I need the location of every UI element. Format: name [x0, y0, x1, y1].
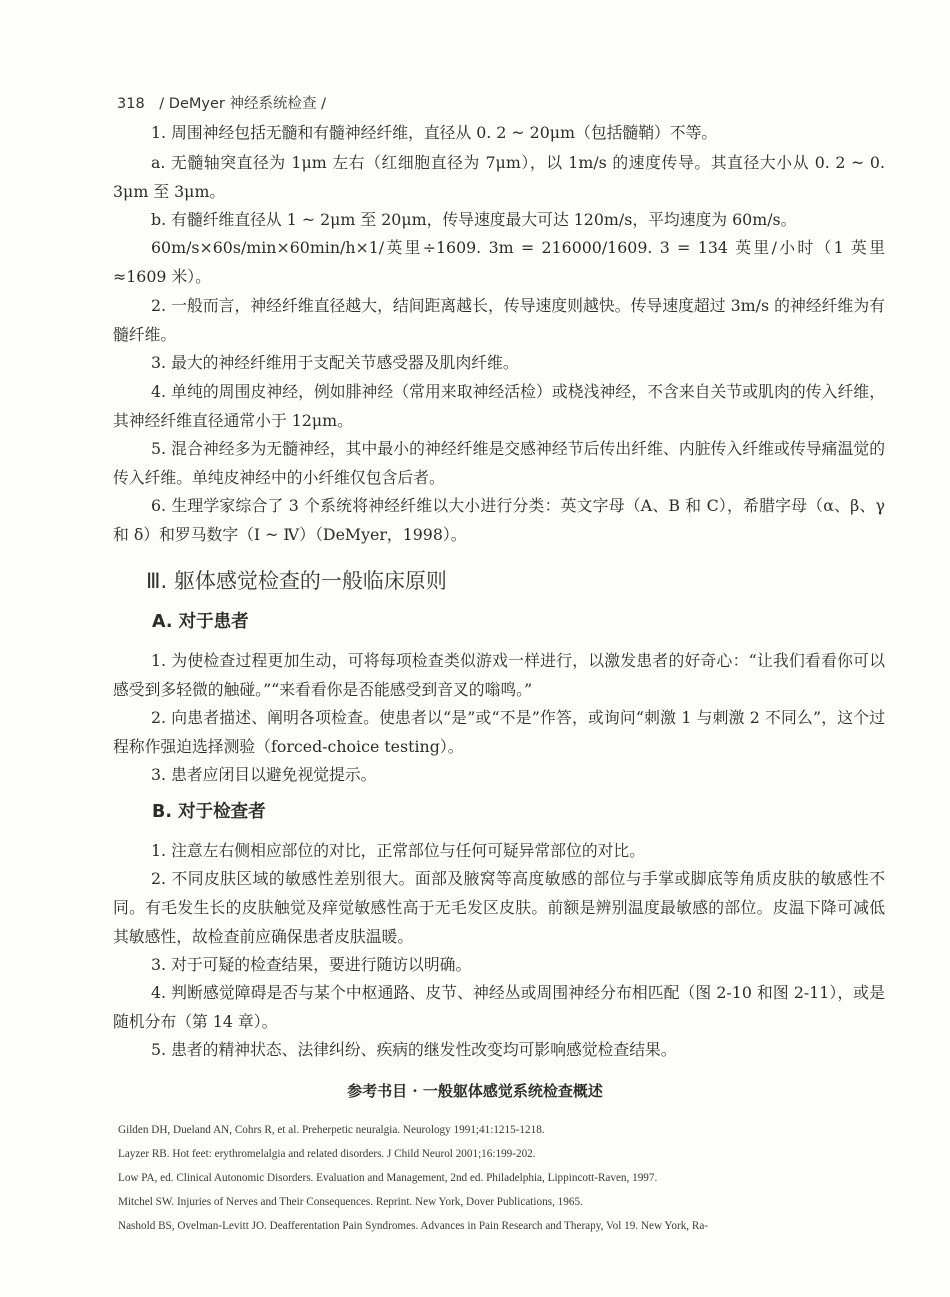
- paragraph-2: 2. 一般而言，神经纤维直径越大，结间距离越长，传导速度则越快。传导速度超过 3m/s 的神经纤维为有髓纤维。: [113, 296, 885, 344]
- patient-paragraph-1: 1. 为使检查过程更加生动，可将每项检查类似游戏一样进行，以激发患者的好奇心：“让我们看看你可以感受到多轻微的触碰。”“来看看你是否能感受到音叉的嗡鸣。”: [113, 651, 885, 699]
- examiner-paragraph-4: 4. 判断感觉障碍是否与某个中枢通路、皮节、神经丛或周围神经分布相匹配（图 2-10 和图 2-11），或是随机分布（第 14 章）。: [113, 983, 885, 1031]
- paragraph-5: 5. 混合神经多为无髓神经，其中最小的神经纤维是交感神经节后传出纤维、内脏传入纤维或传导痛温觉的传入纤维。单纯皮神经中的小纤维仅包含后者。: [113, 439, 885, 487]
- examiner-paragraph-2: 2. 不同皮肤区域的敏感性差别很大。面部及腋窝等高度敏感的部位与手掌或脚底等角质皮肤的敏感性不同。有毛发生长的皮肤触觉及痒觉敏感性高于无毛发区皮肤。前额是辨别温度最敏感的部位。皮温下降可减低其敏感性，故检查前应确保患者皮肤温暖。: [113, 869, 885, 946]
- reference-item: Mitchel SW. Injuries of Nerves and Their Consequences. Reprint. New York, Dover Publications, 1965.: [118, 1196, 583, 1208]
- reference-item: Gilden DH, Dueland AN, Cohrs R, et al. Preherpetic neuralgia. Neurology 1991;41:1215-1218.: [118, 1124, 545, 1136]
- subsection-title-b: B. 对于检查者: [152, 802, 266, 822]
- subsection-title-a: A. 对于患者: [152, 612, 249, 632]
- examiner-paragraph-1: 1. 注意左右侧相应部位的对比，正常部位与任何可疑异常部位的对比。: [151, 841, 646, 860]
- page-number: 318: [117, 96, 145, 112]
- page-header: [117, 92, 326, 113]
- paragraph-1b: b. 有髓纤维直径从 1 ~ 2μm 至 20μm，传导速度最大可达 120m/s，平均速度为 60m/s。: [151, 210, 797, 229]
- paragraph-4: 4. 单纯的周围皮神经，例如腓神经（常用来取神经活检）或桡浅神经，不含来自关节或肌肉的传入纤维，其神经纤维直径通常小于 12μm。: [113, 382, 885, 430]
- patient-paragraph-3: 3. 患者应闭目以避免视觉提示。: [151, 765, 377, 784]
- reference-item: Nashold BS, Ovelman-Levitt JO. Deafferentation Pain Syndromes. Advances in Pain Research and Therapy, Vol 19. New York, Ra-: [118, 1220, 709, 1232]
- paragraph-calculation: 60m/s×60s/min×60min/h×1/英里÷1609. 3m = 216000/1609. 3 = 134 英里/小时（1 英里≈1609 米）。: [113, 238, 885, 286]
- paragraph-6: 6. 生理学家综合了 3 个系统将神经纤维以大小进行分类：英文字母（A、B 和 C），希腊字母（α、β、γ 和 δ）和罗马数字（Ⅰ ~ Ⅳ）（DeMyer，1998）。: [113, 496, 885, 544]
- section-title: Ⅲ. 躯体感觉检查的一般临床原则: [146, 569, 447, 593]
- reference-item: Low PA, ed. Clinical Autonomic Disorders. Evaluation and Management, 2nd ed. Philadelphia, Lippincott-Raven, 1997.: [118, 1172, 658, 1184]
- running-title: / DeMyer 神经系统检查 /: [159, 96, 326, 112]
- paragraph-3: 3. 最大的神经纤维用于支配关节感受器及肌肉纤维。: [151, 353, 519, 372]
- paragraph-1a: a. 无髓轴突直径为 1μm 左右（红细胞直径为 7μm），以 1m/s 的速度传导。其直径大小从 0. 2 ~ 0. 3μm 至 3μm。: [113, 153, 885, 201]
- references-title: 参考书目 · 一般躯体感觉系统检查概述: [347, 1082, 603, 1100]
- patient-paragraph-2: 2. 向患者描述、阐明各项检查。使患者以“是”或“不是”作答，或询问“刺激 1 与刺激 2 不同么”，这个过程称作强迫选择测验（forced-choice testing）。: [113, 708, 885, 756]
- examiner-paragraph-5: 5. 患者的精神状态、法律纠纷、疾病的继发性改变均可影响感觉检查结果。: [151, 1040, 677, 1059]
- reference-item: Layzer RB. Hot feet: erythromelalgia and related disorders. J Child Neurol 2001;16:199-202.: [118, 1148, 536, 1160]
- paragraph-1: 1. 周围神经包括无髓和有髓神经纤维，直径从 0. 2 ~ 20μm（包括髓鞘）不等。: [151, 123, 718, 142]
- examiner-paragraph-3: 3. 对于可疑的检查结果，要进行随访以明确。: [151, 955, 472, 974]
